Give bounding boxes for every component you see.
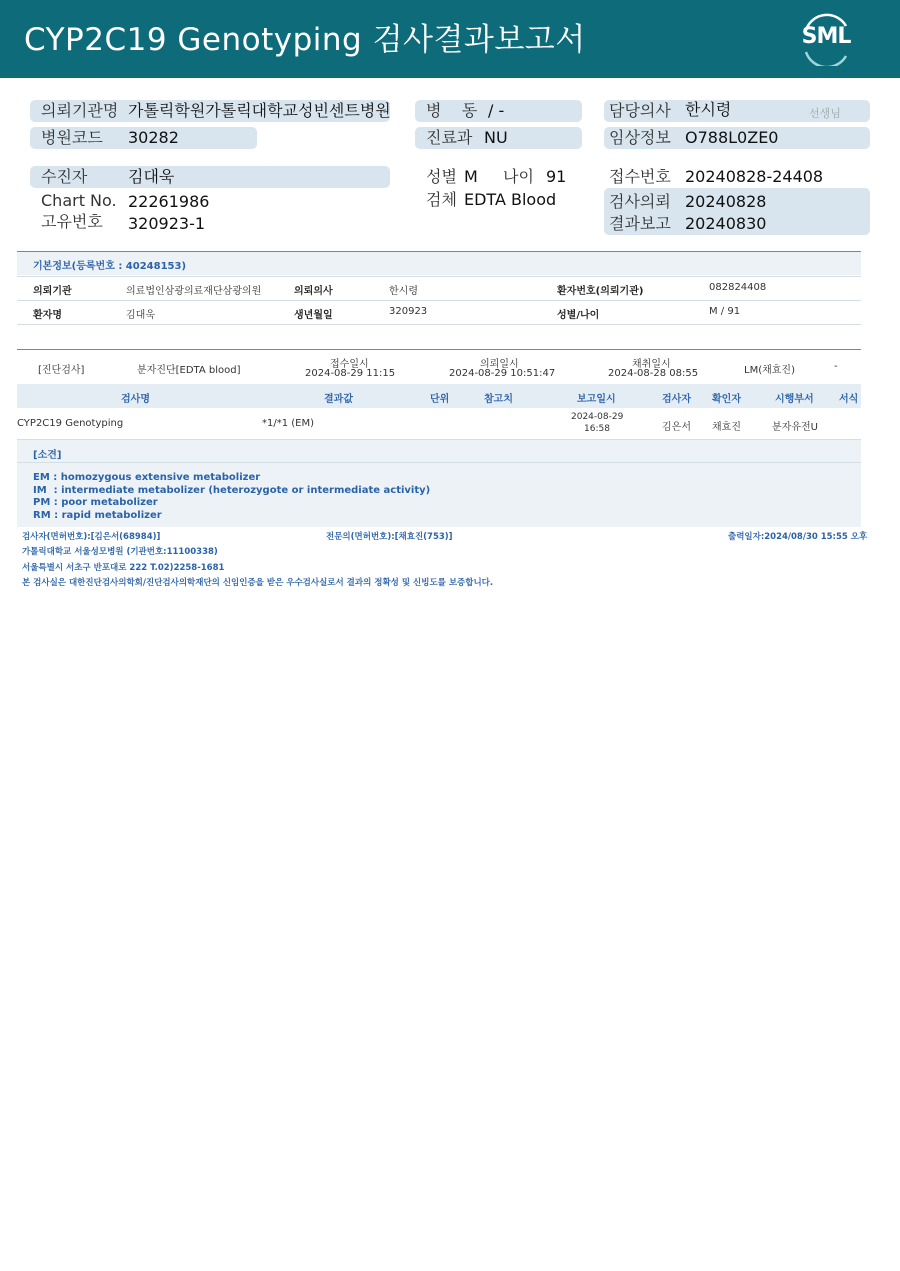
row-divider (17, 300, 861, 301)
doctor-label: 담당의사 (609, 101, 671, 120)
result-value: *1/*1 (EM) (262, 418, 315, 429)
result-report-date: 2024-08-29 (571, 412, 624, 422)
result-test-name: CYP2C19 Genotyping (17, 418, 124, 429)
request-label: 검사의뢰 (609, 192, 671, 211)
sex-label: 성별 (426, 167, 457, 186)
requested-label: 의뢰일시 (480, 359, 519, 370)
hospital-code-label: 병원코드 (41, 128, 103, 147)
chart-value: 22261986 (128, 192, 210, 211)
col-department: 시행부서 (775, 394, 814, 405)
basic-row1-label2: 의뢰의사 (294, 286, 333, 297)
collected-value: 2024-08-28 08:55 (608, 368, 699, 379)
basic-row2-value3: M / 91 (709, 306, 741, 317)
basic-row2-label1: 환자명 (33, 310, 62, 321)
remark-line: PM : poor metabolizer (33, 497, 158, 508)
doctor-suffix: 선생님 (809, 107, 841, 120)
footer-certification: 본 검사실은 대한진단검사의학회/진단검사의학재단의 신임인증을 받은 우수검사실로서 결과의 정확성 및 신빙도를 보증합니다. (22, 578, 494, 588)
remarks-section (17, 440, 861, 527)
footer-printed: 출력일자:2024/08/30 15:55 오후 (728, 532, 868, 542)
basic-info-title: 기본정보(등록번호 : 40248153) (33, 261, 187, 272)
test-category: [진단검사] (38, 365, 85, 376)
col-report-date: 보고일시 (577, 394, 616, 405)
collected-label: 채취일시 (632, 359, 671, 370)
col-checker: 확인자 (712, 394, 741, 405)
dash: - (834, 361, 838, 372)
remark-line: RM : rapid metabolizer (33, 510, 162, 521)
footer-institution: 가톨릭대학교 서울성모병원 (기관번호:11100338) (22, 547, 218, 557)
basic-row2-label3: 성별/나이 (557, 310, 600, 321)
report-value: 20240830 (685, 214, 767, 233)
request-value: 20240828 (685, 192, 767, 211)
patient-label: 수진자 (41, 167, 88, 186)
footer-specialist: 전문의(면허번호):[채효진(753)] (326, 532, 453, 542)
sex-value: M (464, 167, 478, 186)
basic-row1-label1: 의뢰기관 (33, 286, 72, 297)
specimen-value: EDTA Blood (464, 190, 557, 209)
receipt-label: 접수번호 (609, 167, 671, 186)
test-method: 분자진단[EDTA blood] (137, 365, 241, 376)
remark-line: IM : intermediate metabolizer (heterozygote or intermediate activity) (33, 485, 431, 496)
doctor-value: 한시령 (685, 100, 732, 119)
basic-info-header (17, 252, 861, 275)
institution-label: 의뢰기관명 (41, 101, 119, 120)
institution-value: 가톨릭학원가톨릭대학교성빈센트병원 (128, 101, 391, 120)
department-value: NU (484, 128, 508, 147)
col-tester: 검사자 (662, 394, 691, 405)
col-form: 서식 (839, 394, 859, 405)
basic-row1-value3: 082824408 (709, 282, 767, 293)
age-label: 나이 (503, 167, 534, 186)
clinical-info-value: O788L0ZE0 (685, 128, 779, 147)
requested-value: 2024-08-29 10:51:47 (449, 368, 556, 379)
received-value: 2024-08-29 11:15 (305, 368, 396, 379)
result-department: 분자유전U (772, 422, 818, 433)
row-divider (17, 276, 861, 277)
age-value: 91 (546, 167, 567, 186)
basic-row2-value2: 320923 (389, 306, 428, 317)
report-label: 결과보고 (609, 214, 671, 233)
footer-address: 서울특별시 서초구 반포대로 222 T.02)2258-1681 (22, 563, 225, 573)
results-table-header (17, 384, 861, 408)
hospital-code-value: 30282 (128, 128, 179, 147)
sml-logo (798, 12, 854, 66)
basic-row1-value1: 의료법인삼광의료재단삼광의원 (126, 286, 262, 297)
test-info-divider (17, 349, 861, 350)
basic-row2-value1: 김대욱 (126, 310, 155, 321)
specimen-label: 검체 (426, 190, 457, 209)
unique-label: 고유번호 (41, 212, 103, 231)
remarks-divider (17, 462, 861, 463)
basic-row1-value2: 한시령 (389, 286, 418, 297)
result-report-time: 16:58 (584, 424, 610, 434)
report-title: CYP2C19 Genotyping 검사결과보고서 (24, 22, 586, 58)
basic-row2-label2: 생년월일 (294, 310, 333, 321)
footer-tester: 검사자(면허번호):[김은서(68984)] (22, 532, 161, 542)
logo-text: SML (801, 24, 851, 49)
result-checker: 채효진 (712, 422, 741, 433)
department-label: 진료과 (426, 128, 473, 147)
ward-value: / - (488, 101, 505, 120)
clinical-info-label: 임상정보 (609, 128, 671, 147)
report-header (0, 0, 900, 78)
col-unit: 단위 (430, 394, 450, 405)
lm-staff: LM(채효진) (744, 365, 795, 376)
chart-label: Chart No. (41, 191, 117, 210)
remarks-title: [소견] (33, 450, 62, 461)
unique-value: 320923-1 (128, 214, 206, 233)
row-divider (17, 324, 861, 325)
receipt-value: 20240828-24408 (685, 167, 824, 186)
received-label: 접수일시 (330, 359, 369, 370)
col-result: 결과값 (324, 394, 353, 405)
result-tester: 김은서 (662, 422, 691, 433)
patient-value: 김대욱 (128, 167, 175, 186)
remark-line: EM : homozygous extensive metabolizer (33, 472, 261, 483)
col-test-name: 검사명 (121, 394, 150, 405)
col-reference: 참고치 (484, 394, 513, 405)
basic-row1-label3: 환자번호(의뢰기관) (557, 286, 644, 297)
ward-label: 병 동 (426, 101, 478, 120)
